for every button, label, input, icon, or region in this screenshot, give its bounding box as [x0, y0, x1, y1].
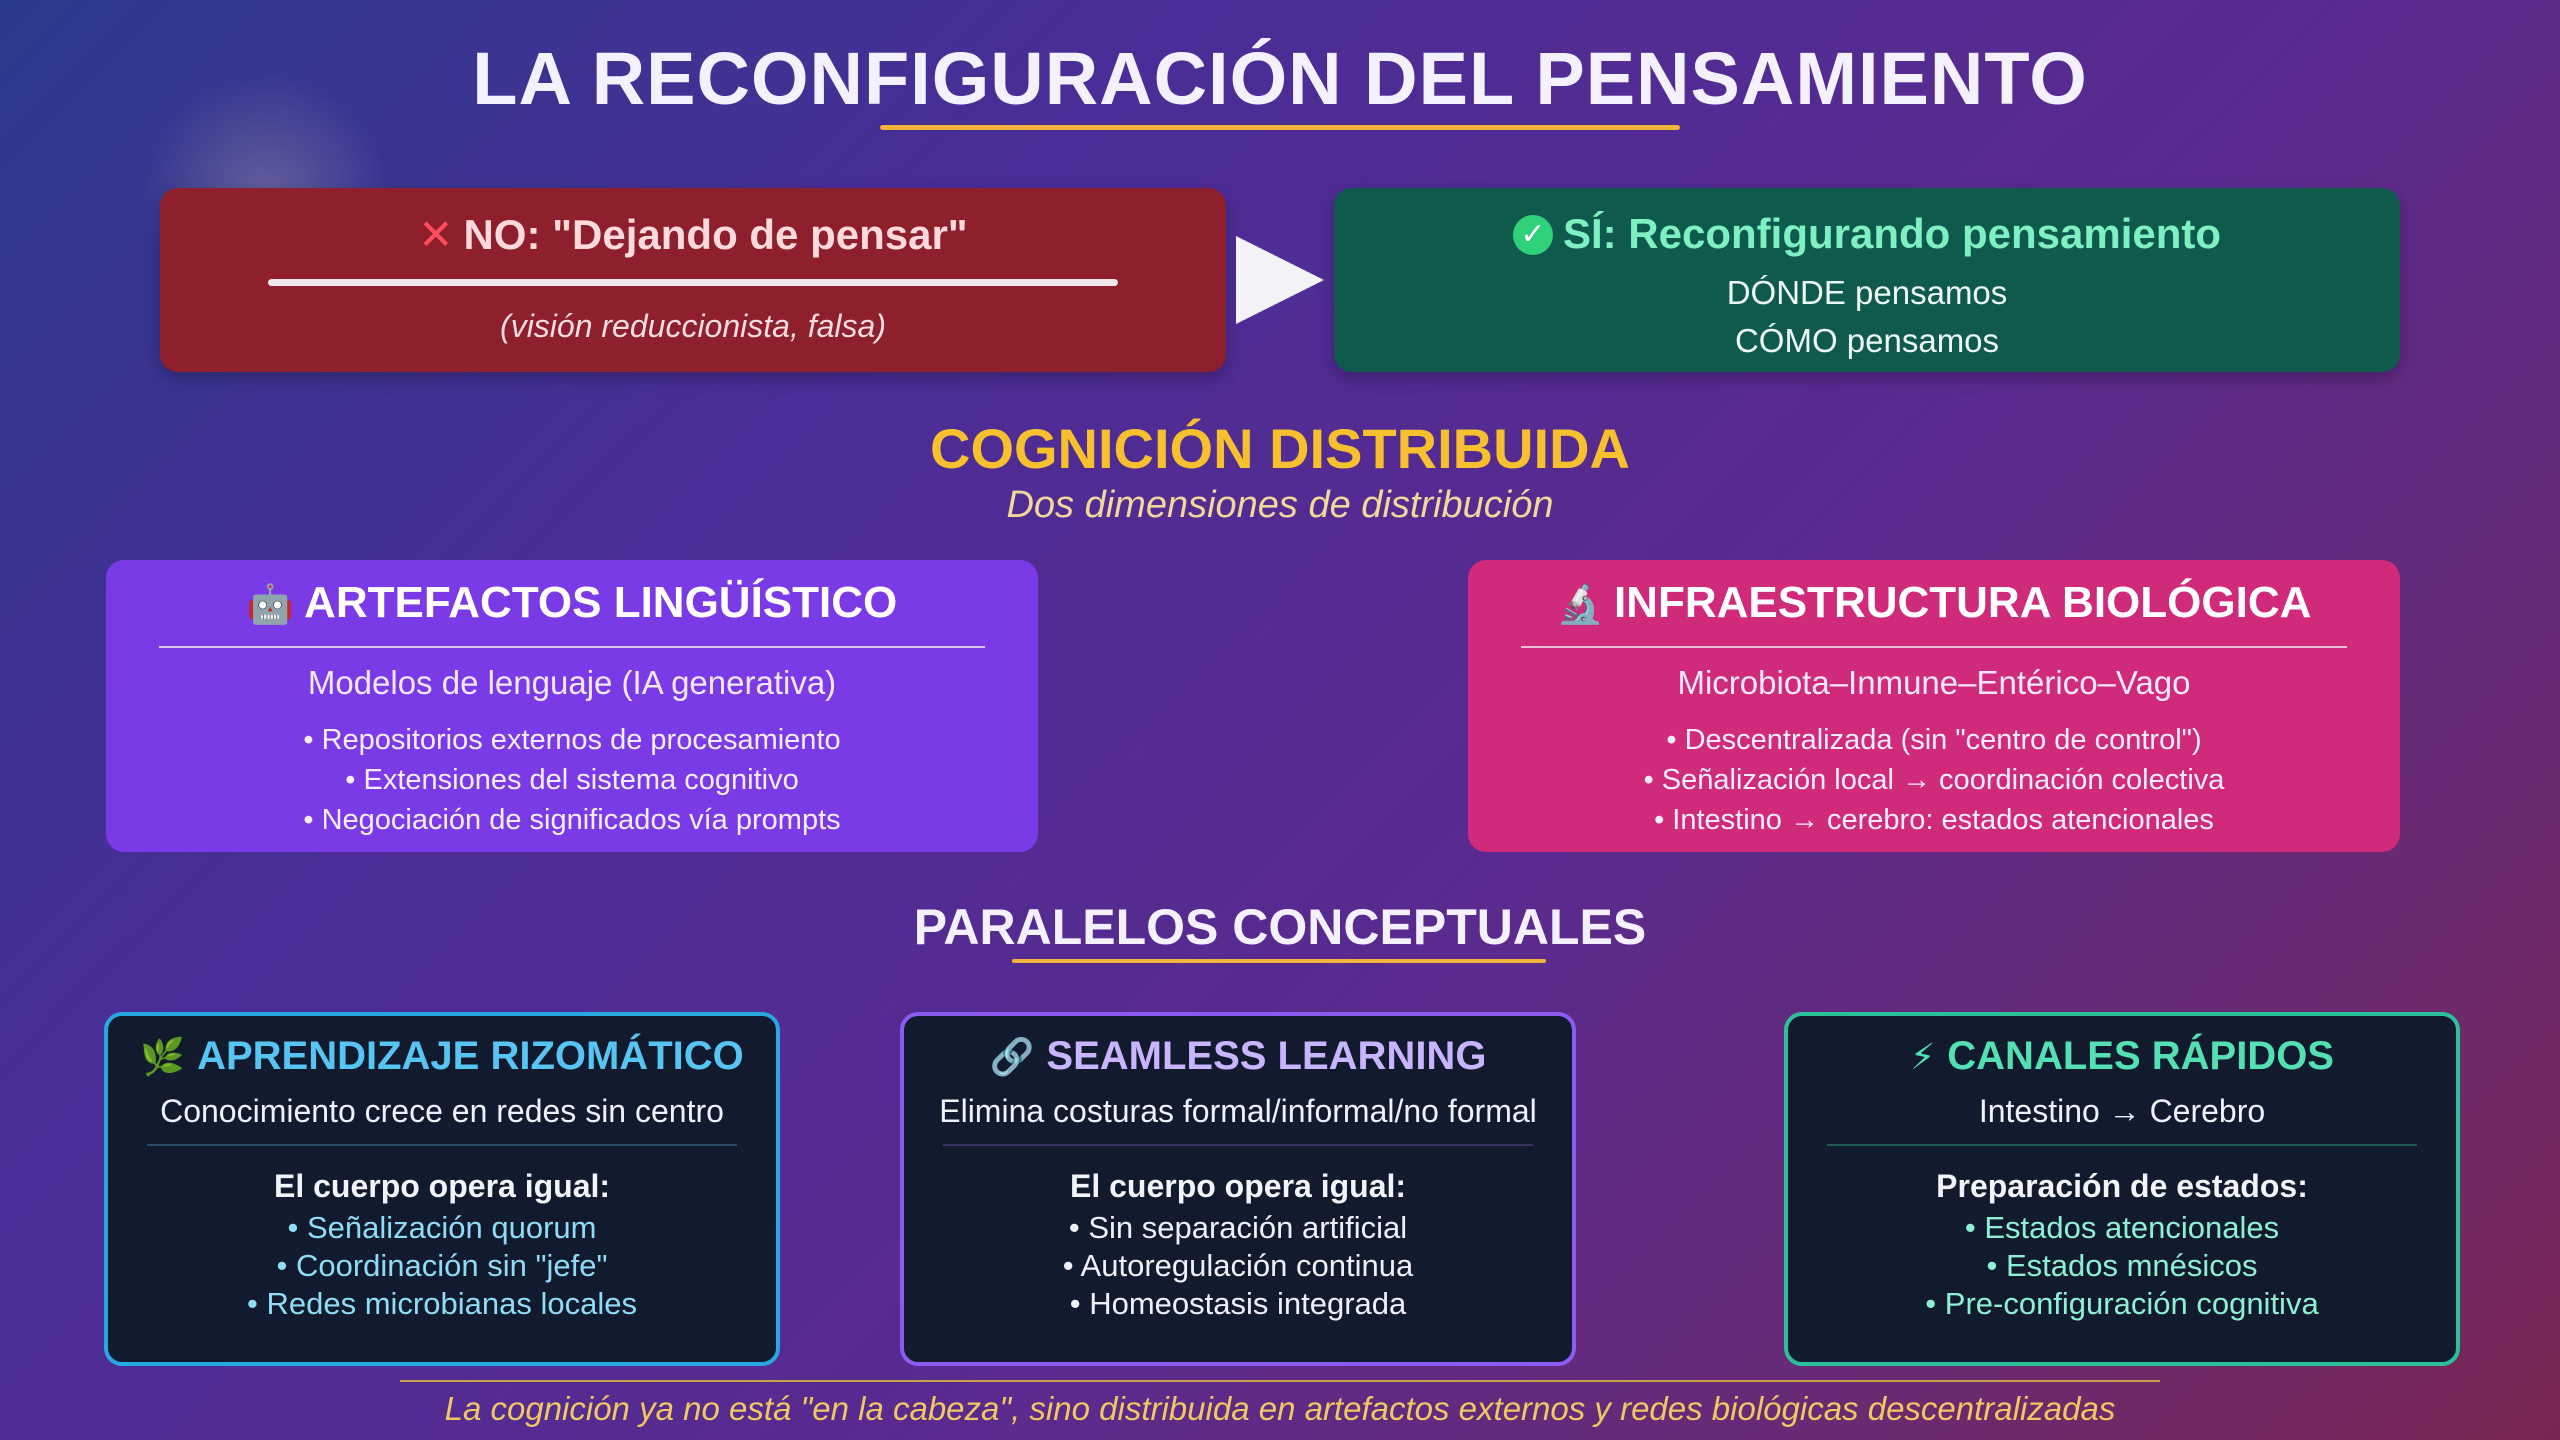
microscope-icon: 🔬	[1556, 584, 1604, 626]
card-title-row	[1788, 1034, 2456, 1079]
card-title: APRENDIZAJE RIZOMÁTICO	[197, 1034, 744, 1078]
list-item: • Pre-configuración cognitiva	[1925, 1286, 2319, 1321]
card-list	[1788, 1209, 2456, 1323]
list-item: • Estados mnésicos	[1986, 1248, 2258, 1283]
infraestructura-title-row	[1468, 578, 2400, 628]
card-seamless-learning	[900, 1012, 1576, 1366]
no-box-title-row	[160, 210, 1226, 259]
list-item: • Repositorios externos de procesamiento	[303, 724, 841, 756]
divider	[147, 1144, 737, 1146]
lightning-icon: ⚡	[1910, 1036, 1936, 1077]
card-subtitle: Conocimiento crece en redes sin centro	[160, 1093, 724, 1129]
title-underline	[880, 125, 1680, 130]
list-item: • Homeostasis integrada	[1069, 1286, 1407, 1321]
footer-quote: La cognición ya no está "en la cabeza", sino distribuida en artefactos externos y redes biológicas descentralizadas	[444, 1390, 2116, 1427]
si-box-line: DÓNDE pensamos	[1726, 274, 2008, 311]
divider	[159, 646, 985, 648]
paralelos-title: PARALELOS CONCEPTUALES	[913, 899, 1647, 955]
card-title-row	[904, 1034, 1572, 1079]
no-box	[160, 188, 1226, 372]
no-box-subtitle: (visión reduccionista, falsa)	[500, 308, 886, 344]
list-item: • Negociación de significados vía prompts	[303, 804, 841, 836]
arrow-right-icon	[1236, 236, 1324, 324]
card-heading: El cuerpo opera igual:	[273, 1168, 611, 1204]
strike-line	[268, 279, 1118, 286]
herb-icon: 🌿	[140, 1036, 186, 1077]
card-title: CANALES RÁPIDOS	[1947, 1034, 2334, 1078]
infraestructura-subtitle: Microbiota–Inmune–Entérico–Vago	[1677, 664, 2191, 701]
list-item: • Intestino → cerebro: estados atencionales	[1654, 804, 2214, 836]
divider	[943, 1144, 1533, 1146]
divider	[1827, 1144, 2417, 1146]
si-box-title-row	[1334, 210, 2400, 258]
artefactos-title: ARTEFACTOS LINGÜÍSTICO	[304, 578, 898, 627]
artefactos-subtitle: Modelos de lenguaje (IA generativa)	[307, 664, 837, 701]
list-item: • Señalización quorum	[287, 1210, 597, 1245]
cognicion-title: COGNICIÓN DISTRIBUIDA	[930, 417, 1630, 480]
list-item: • Redes microbianas locales	[247, 1286, 637, 1321]
artefactos-title-row	[106, 578, 1038, 628]
list-item: • Autoregulación continua	[1062, 1248, 1414, 1283]
si-box	[1334, 188, 2400, 372]
infraestructura-title: INFRAESTRUCTURA BIOLÓGICA	[1613, 578, 2312, 627]
artefactos-list	[106, 720, 1038, 840]
si-box-line: CÓMO pensamos	[1734, 322, 2000, 359]
list-item: • Estados atencionales	[1964, 1210, 2280, 1245]
page-title: LA RECONFIGURACIÓN DEL PENSAMIENTO	[472, 37, 2088, 120]
artefactos-box	[106, 560, 1038, 852]
card-heading: El cuerpo opera igual:	[1069, 1168, 1407, 1204]
card-aprendizaje-rizomatico	[104, 1012, 780, 1366]
card-subtitle: Intestino → Cerebro	[1978, 1093, 2266, 1129]
si-box-title: SÍ: Reconfigurando pensamiento	[1562, 210, 2222, 257]
infraestructura-list	[1468, 720, 2400, 840]
list-item: • Sin separación artificial	[1068, 1210, 1408, 1245]
no-box-title: NO: "Dejando de pensar"	[463, 211, 968, 258]
card-list	[904, 1209, 1572, 1323]
card-title-row	[108, 1034, 776, 1079]
list-item: • Coordinación sin "jefe"	[276, 1248, 608, 1283]
card-subtitle: Elimina costuras formal/informal/no formal	[939, 1093, 1537, 1129]
card-list	[108, 1209, 776, 1323]
list-item: • Descentralizada (sin "centro de control")	[1666, 724, 2202, 756]
check-circle-icon: ✓	[1513, 215, 1553, 255]
divider	[1521, 646, 2347, 648]
list-item: • Señalización local → coordinación colectiva	[1643, 764, 2225, 796]
link-icon: 🔗	[989, 1036, 1035, 1077]
card-title: SEAMLESS LEARNING	[1046, 1034, 1487, 1078]
infraestructura-box	[1468, 560, 2400, 852]
robot-icon: 🤖	[246, 584, 295, 626]
list-item: • Extensiones del sistema cognitivo	[345, 764, 799, 796]
footer-divider	[400, 1380, 2160, 1382]
paralelos-underline	[1012, 959, 1546, 963]
card-heading: Preparación de estados:	[1936, 1168, 2308, 1204]
cognicion-subtitle: Dos dimensiones de distribución	[1006, 484, 1554, 526]
x-mark-icon: ✕	[418, 211, 454, 258]
card-canales-rapidos	[1784, 1012, 2460, 1366]
